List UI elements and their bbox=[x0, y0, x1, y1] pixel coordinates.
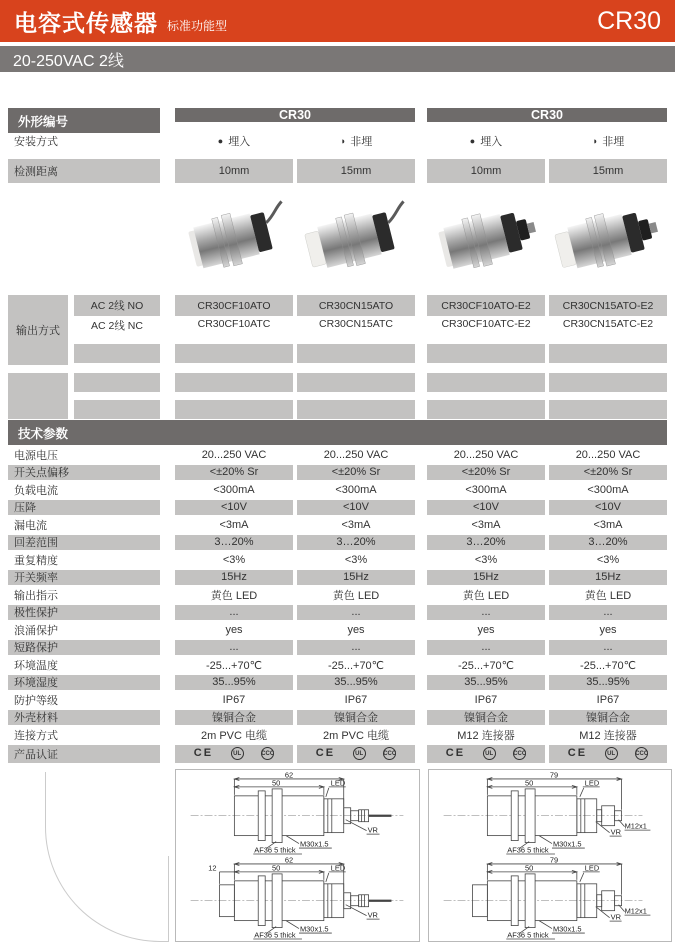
spec-value: 20...250 VAC bbox=[575, 449, 641, 462]
specs-section-header bbox=[8, 420, 667, 445]
empty-cell bbox=[297, 373, 415, 392]
drawing-nonflush-connector bbox=[429, 855, 672, 941]
shape-label-cell bbox=[8, 108, 160, 133]
empty-cell bbox=[74, 373, 160, 392]
empty-cell bbox=[175, 344, 293, 363]
spec-value: <±20% Sr bbox=[583, 466, 633, 479]
led-label: LED bbox=[330, 863, 346, 873]
spec-value: IP67 bbox=[474, 694, 498, 707]
distance-label: 检测距离 bbox=[14, 166, 58, 178]
decorative-line bbox=[168, 856, 169, 941]
drawing-flush-connector bbox=[429, 770, 672, 856]
spec-row bbox=[8, 552, 675, 570]
non-flush-icon: ◑ bbox=[339, 136, 346, 146]
spec-row bbox=[8, 640, 675, 658]
spec-value: -25...+70℃ bbox=[579, 659, 637, 672]
spec-row bbox=[8, 657, 675, 675]
spec-value: <3mA bbox=[219, 519, 249, 532]
voltage-banner bbox=[0, 46, 675, 72]
empty-cell bbox=[427, 400, 545, 419]
mounting-cell bbox=[549, 133, 667, 149]
series-group-1 bbox=[175, 108, 415, 122]
spec-value: 15Hz bbox=[343, 571, 369, 584]
vr-label: VR bbox=[367, 910, 378, 920]
mounting-cell bbox=[175, 133, 293, 149]
spec-label: 重复精度 bbox=[14, 555, 58, 568]
dim-front: 50 bbox=[271, 863, 281, 873]
series-group-2 bbox=[427, 108, 667, 122]
ce-mark-icon: CE bbox=[315, 747, 336, 759]
product-image-nonflush-connector bbox=[549, 185, 667, 291]
spec-row bbox=[8, 710, 675, 728]
empty-label-cell bbox=[8, 373, 68, 419]
spec-value: 20...250 VAC bbox=[201, 449, 267, 462]
dim-front: 50 bbox=[524, 777, 534, 787]
model-number: CR30CF10ATO-E2 bbox=[427, 295, 545, 316]
model-number: CR30CF10ATC-E2 bbox=[441, 318, 531, 330]
spec-label: 电源电压 bbox=[14, 450, 58, 463]
spec-value: 镍铜合金 bbox=[334, 712, 378, 725]
spec-value: <10V bbox=[343, 501, 369, 514]
spec-value: <300mA bbox=[213, 484, 255, 497]
spec-value: <±20% Sr bbox=[331, 466, 381, 479]
dim-total: 62 bbox=[284, 769, 294, 779]
dim-front: 50 bbox=[271, 777, 281, 787]
ccc-mark-icon: CCC bbox=[261, 747, 274, 760]
dim-total: 62 bbox=[284, 855, 294, 865]
distance-value: 15mm bbox=[297, 159, 415, 183]
spec-value: 3…20% bbox=[588, 536, 628, 549]
mounting-row bbox=[8, 133, 675, 159]
ul-mark-icon: UL bbox=[353, 747, 366, 760]
spec-row bbox=[8, 500, 675, 518]
series-code: CR30 bbox=[597, 6, 661, 35]
spec-value: <300mA bbox=[465, 484, 507, 497]
empty-cell bbox=[549, 400, 667, 419]
spec-value: <3% bbox=[344, 554, 368, 567]
empty-cell bbox=[549, 344, 667, 363]
output-rows bbox=[74, 295, 667, 365]
spec-value: <10V bbox=[473, 501, 499, 514]
distance-value: 15mm bbox=[549, 159, 667, 183]
drawing-box-connector bbox=[428, 769, 672, 942]
spec-value: ... bbox=[229, 641, 239, 654]
spec-value: <±20% Sr bbox=[461, 466, 511, 479]
spec-value: 2m PVC 电缆 bbox=[322, 730, 389, 743]
page-subtitle: 标准功能型 bbox=[167, 18, 228, 33]
model-number: CR30CN15ATO bbox=[297, 295, 415, 316]
thread-label: M30x1.5 bbox=[299, 839, 329, 849]
model-number: CR30CF10ATO bbox=[175, 295, 293, 316]
spec-value: <3mA bbox=[341, 519, 371, 532]
spec-value: yes bbox=[477, 624, 495, 637]
spec-value: <300mA bbox=[587, 484, 629, 497]
spec-value: 35...95% bbox=[464, 676, 508, 689]
spec-value: IP67 bbox=[596, 694, 620, 707]
dim-total: 79 bbox=[549, 855, 559, 865]
spec-value: 35...95% bbox=[334, 676, 378, 689]
spec-value: 20...250 VAC bbox=[323, 449, 389, 462]
output-sub-no: AC 2线 NO bbox=[74, 295, 160, 316]
spec-value: yes bbox=[599, 624, 617, 637]
distance-row bbox=[8, 159, 675, 185]
output-sub-nc: AC 2线 NC bbox=[91, 320, 143, 332]
ce-mark-icon: CE bbox=[193, 747, 214, 759]
vr-label: VR bbox=[610, 827, 621, 837]
ul-mark-icon: UL bbox=[231, 747, 244, 760]
spec-value: <10V bbox=[595, 501, 621, 514]
voltage-banner-text: 20-250VAC 2线 bbox=[13, 52, 124, 70]
mounting-cell bbox=[297, 133, 415, 149]
ce-mark-icon: CE bbox=[567, 747, 588, 759]
led-label: LED bbox=[330, 777, 346, 787]
model-number: CR30CF10ATC bbox=[197, 318, 271, 330]
empty-cell bbox=[175, 373, 293, 392]
mounting-value: 非埋 bbox=[602, 136, 625, 148]
mounting-value: 埋入 bbox=[228, 136, 251, 148]
spec-label: 开关频率 bbox=[14, 572, 58, 585]
spec-row bbox=[8, 447, 675, 465]
spec-value: 35...95% bbox=[586, 676, 630, 689]
wrench-label: AF36 5 thick bbox=[507, 930, 549, 940]
spec-value: <3% bbox=[596, 554, 620, 567]
spec-value: 2m PVC 电缆 bbox=[200, 730, 267, 743]
spec-value: M12 连接器 bbox=[457, 730, 515, 743]
spec-row bbox=[8, 692, 675, 710]
spec-row bbox=[8, 535, 675, 553]
spec-value: 黄色 LED bbox=[332, 590, 380, 603]
spec-value: <10V bbox=[221, 501, 247, 514]
spec-value: 15Hz bbox=[221, 571, 247, 584]
drawing-box-cable bbox=[175, 769, 420, 942]
spec-label: 负载电流 bbox=[14, 485, 58, 498]
empty-cell bbox=[175, 400, 293, 419]
empty-row bbox=[74, 400, 667, 419]
non-flush-icon: ◑ bbox=[591, 136, 598, 146]
spec-value: 镍铜合金 bbox=[464, 712, 508, 725]
spec-value: 黄色 LED bbox=[462, 590, 510, 603]
spec-label: 压降 bbox=[14, 502, 36, 515]
empty-cell bbox=[427, 373, 545, 392]
series-group-1-label: CR30 bbox=[279, 108, 311, 122]
empty-block-rows bbox=[74, 373, 667, 419]
distance-value: 10mm bbox=[175, 159, 293, 183]
spec-row bbox=[8, 727, 675, 745]
spec-value: yes bbox=[347, 624, 365, 637]
spec-label: 输出指示 bbox=[14, 590, 58, 603]
drawing-nonflush-cable bbox=[176, 855, 419, 941]
spec-value: ... bbox=[481, 641, 491, 654]
mounting-label: 安装方式 bbox=[14, 136, 58, 148]
thread-label: M30x1.5 bbox=[552, 924, 582, 934]
output-label-cell bbox=[8, 295, 68, 365]
spec-row bbox=[8, 517, 675, 535]
empty-cell bbox=[74, 400, 160, 419]
distance-value: 10mm bbox=[427, 159, 545, 183]
mounting-label-cell bbox=[8, 133, 160, 149]
spec-label: 环境湿度 bbox=[14, 677, 58, 690]
dim-front: 50 bbox=[524, 863, 534, 873]
spec-value: 镍铜合金 bbox=[212, 712, 256, 725]
product-images-row bbox=[8, 185, 675, 295]
spec-row bbox=[8, 587, 675, 605]
ce-mark-icon: CE bbox=[445, 747, 466, 759]
spec-value: 20...250 VAC bbox=[453, 449, 519, 462]
dim-tip: 12 bbox=[208, 863, 217, 873]
mounting-value: 非埋 bbox=[350, 136, 373, 148]
empty-cell bbox=[297, 400, 415, 419]
spec-label: 浪涌保护 bbox=[14, 625, 58, 638]
ccc-mark-icon: CCC bbox=[635, 747, 648, 760]
output-row-empty bbox=[74, 344, 667, 365]
spec-label: 开关点偏移 bbox=[14, 467, 69, 480]
spec-label: 漏电流 bbox=[14, 520, 47, 533]
output-label: 输出方式 bbox=[16, 325, 60, 337]
spec-value: <3% bbox=[222, 554, 246, 567]
spec-row bbox=[8, 675, 675, 693]
empty-cell bbox=[297, 344, 415, 363]
series-group-2-label: CR30 bbox=[531, 108, 563, 122]
vr-label: VR bbox=[367, 825, 378, 835]
mounting-cell bbox=[427, 133, 545, 149]
thread-label: M30x1.5 bbox=[299, 924, 329, 934]
spec-label: 外壳材料 bbox=[14, 712, 58, 725]
output-row-no bbox=[74, 295, 667, 318]
spec-value: <3mA bbox=[471, 519, 501, 532]
specs-table bbox=[8, 447, 675, 765]
gap bbox=[74, 392, 667, 400]
output-row-nc bbox=[74, 318, 667, 342]
spec-label: 极性保护 bbox=[14, 607, 58, 620]
certification-row bbox=[8, 745, 675, 765]
wrench-label: AF36 5 thick bbox=[254, 845, 296, 855]
connector-label: M12x1 bbox=[624, 906, 647, 916]
page-title: 电容式传感器 bbox=[14, 9, 158, 36]
shape-label: 外形编号 bbox=[18, 114, 69, 129]
spec-value: ... bbox=[229, 606, 239, 619]
vr-label: VR bbox=[610, 912, 621, 922]
product-image-flush-cable bbox=[175, 185, 293, 291]
drawing-flush-cable bbox=[176, 770, 419, 856]
spec-row bbox=[8, 622, 675, 640]
spec-value: 3…20% bbox=[336, 536, 376, 549]
model-number: CR30CN15ATO-E2 bbox=[549, 295, 667, 316]
empty-cell bbox=[427, 344, 545, 363]
spec-value: <3% bbox=[474, 554, 498, 567]
spec-label: 连接方式 bbox=[14, 730, 58, 743]
spec-value: <±20% Sr bbox=[209, 466, 259, 479]
spec-value: M12 连接器 bbox=[579, 730, 637, 743]
ccc-mark-icon: CCC bbox=[383, 747, 396, 760]
product-image-nonflush-cable bbox=[297, 185, 415, 291]
spec-label: 回差范围 bbox=[14, 537, 58, 550]
spec-value: 35...95% bbox=[212, 676, 256, 689]
spec-label: 环境温度 bbox=[14, 660, 58, 673]
spec-value: ... bbox=[603, 641, 613, 654]
spec-value: ... bbox=[351, 641, 361, 654]
led-label: LED bbox=[584, 777, 600, 787]
output-block bbox=[8, 295, 675, 365]
mounting-value: 埋入 bbox=[480, 136, 503, 148]
spec-row bbox=[8, 605, 675, 623]
spec-value: -25...+70℃ bbox=[205, 659, 263, 672]
page-header bbox=[0, 0, 675, 42]
spec-value: -25...+70℃ bbox=[457, 659, 515, 672]
led-label: LED bbox=[584, 863, 600, 873]
spec-label: 短路保护 bbox=[14, 642, 58, 655]
wrench-label: AF36 5 thick bbox=[507, 845, 549, 855]
spec-label: 防护等级 bbox=[14, 695, 58, 708]
empty-cell bbox=[549, 373, 667, 392]
ccc-mark-icon: CCC bbox=[513, 747, 526, 760]
spec-value: <3mA bbox=[593, 519, 623, 532]
connector-label: M12x1 bbox=[624, 821, 647, 831]
empty-cell bbox=[74, 344, 160, 363]
distance-label-cell bbox=[8, 159, 160, 183]
spec-value: <300mA bbox=[335, 484, 377, 497]
spec-row bbox=[8, 482, 675, 500]
spec-value: ... bbox=[603, 606, 613, 619]
spec-row bbox=[8, 465, 675, 483]
spec-row bbox=[8, 570, 675, 588]
spec-value: ... bbox=[351, 606, 361, 619]
spec-value: ... bbox=[481, 606, 491, 619]
spec-value: 黄色 LED bbox=[584, 590, 632, 603]
empty-block bbox=[8, 373, 675, 419]
specs-section-title: 技术参数 bbox=[18, 426, 69, 441]
spec-value: yes bbox=[225, 624, 243, 637]
certification-label: 产品认证 bbox=[14, 748, 58, 761]
model-number: CR30CN15ATC-E2 bbox=[562, 318, 654, 330]
model-number: CR30CN15ATC bbox=[319, 318, 393, 330]
ul-mark-icon: UL bbox=[483, 747, 496, 760]
product-image-flush-connector bbox=[427, 185, 545, 291]
thread-label: M30x1.5 bbox=[552, 839, 582, 849]
spec-value: 黄色 LED bbox=[210, 590, 258, 603]
empty-row bbox=[74, 373, 667, 392]
spec-value: 镍铜合金 bbox=[586, 712, 630, 725]
spec-value: 3…20% bbox=[214, 536, 254, 549]
shape-header-row bbox=[8, 108, 675, 133]
dim-total: 79 bbox=[549, 769, 559, 779]
spec-value: 15Hz bbox=[595, 571, 621, 584]
spec-value: 3…20% bbox=[466, 536, 506, 549]
flush-icon: ● bbox=[469, 136, 476, 146]
flush-icon: ● bbox=[217, 136, 224, 146]
wrench-label: AF36 5 thick bbox=[254, 930, 296, 940]
spec-value: IP67 bbox=[344, 694, 368, 707]
spec-value: -25...+70℃ bbox=[327, 659, 385, 672]
spec-value: IP67 bbox=[222, 694, 246, 707]
dimension-drawings bbox=[175, 769, 675, 942]
spec-value: 15Hz bbox=[473, 571, 499, 584]
ul-mark-icon: UL bbox=[605, 747, 618, 760]
